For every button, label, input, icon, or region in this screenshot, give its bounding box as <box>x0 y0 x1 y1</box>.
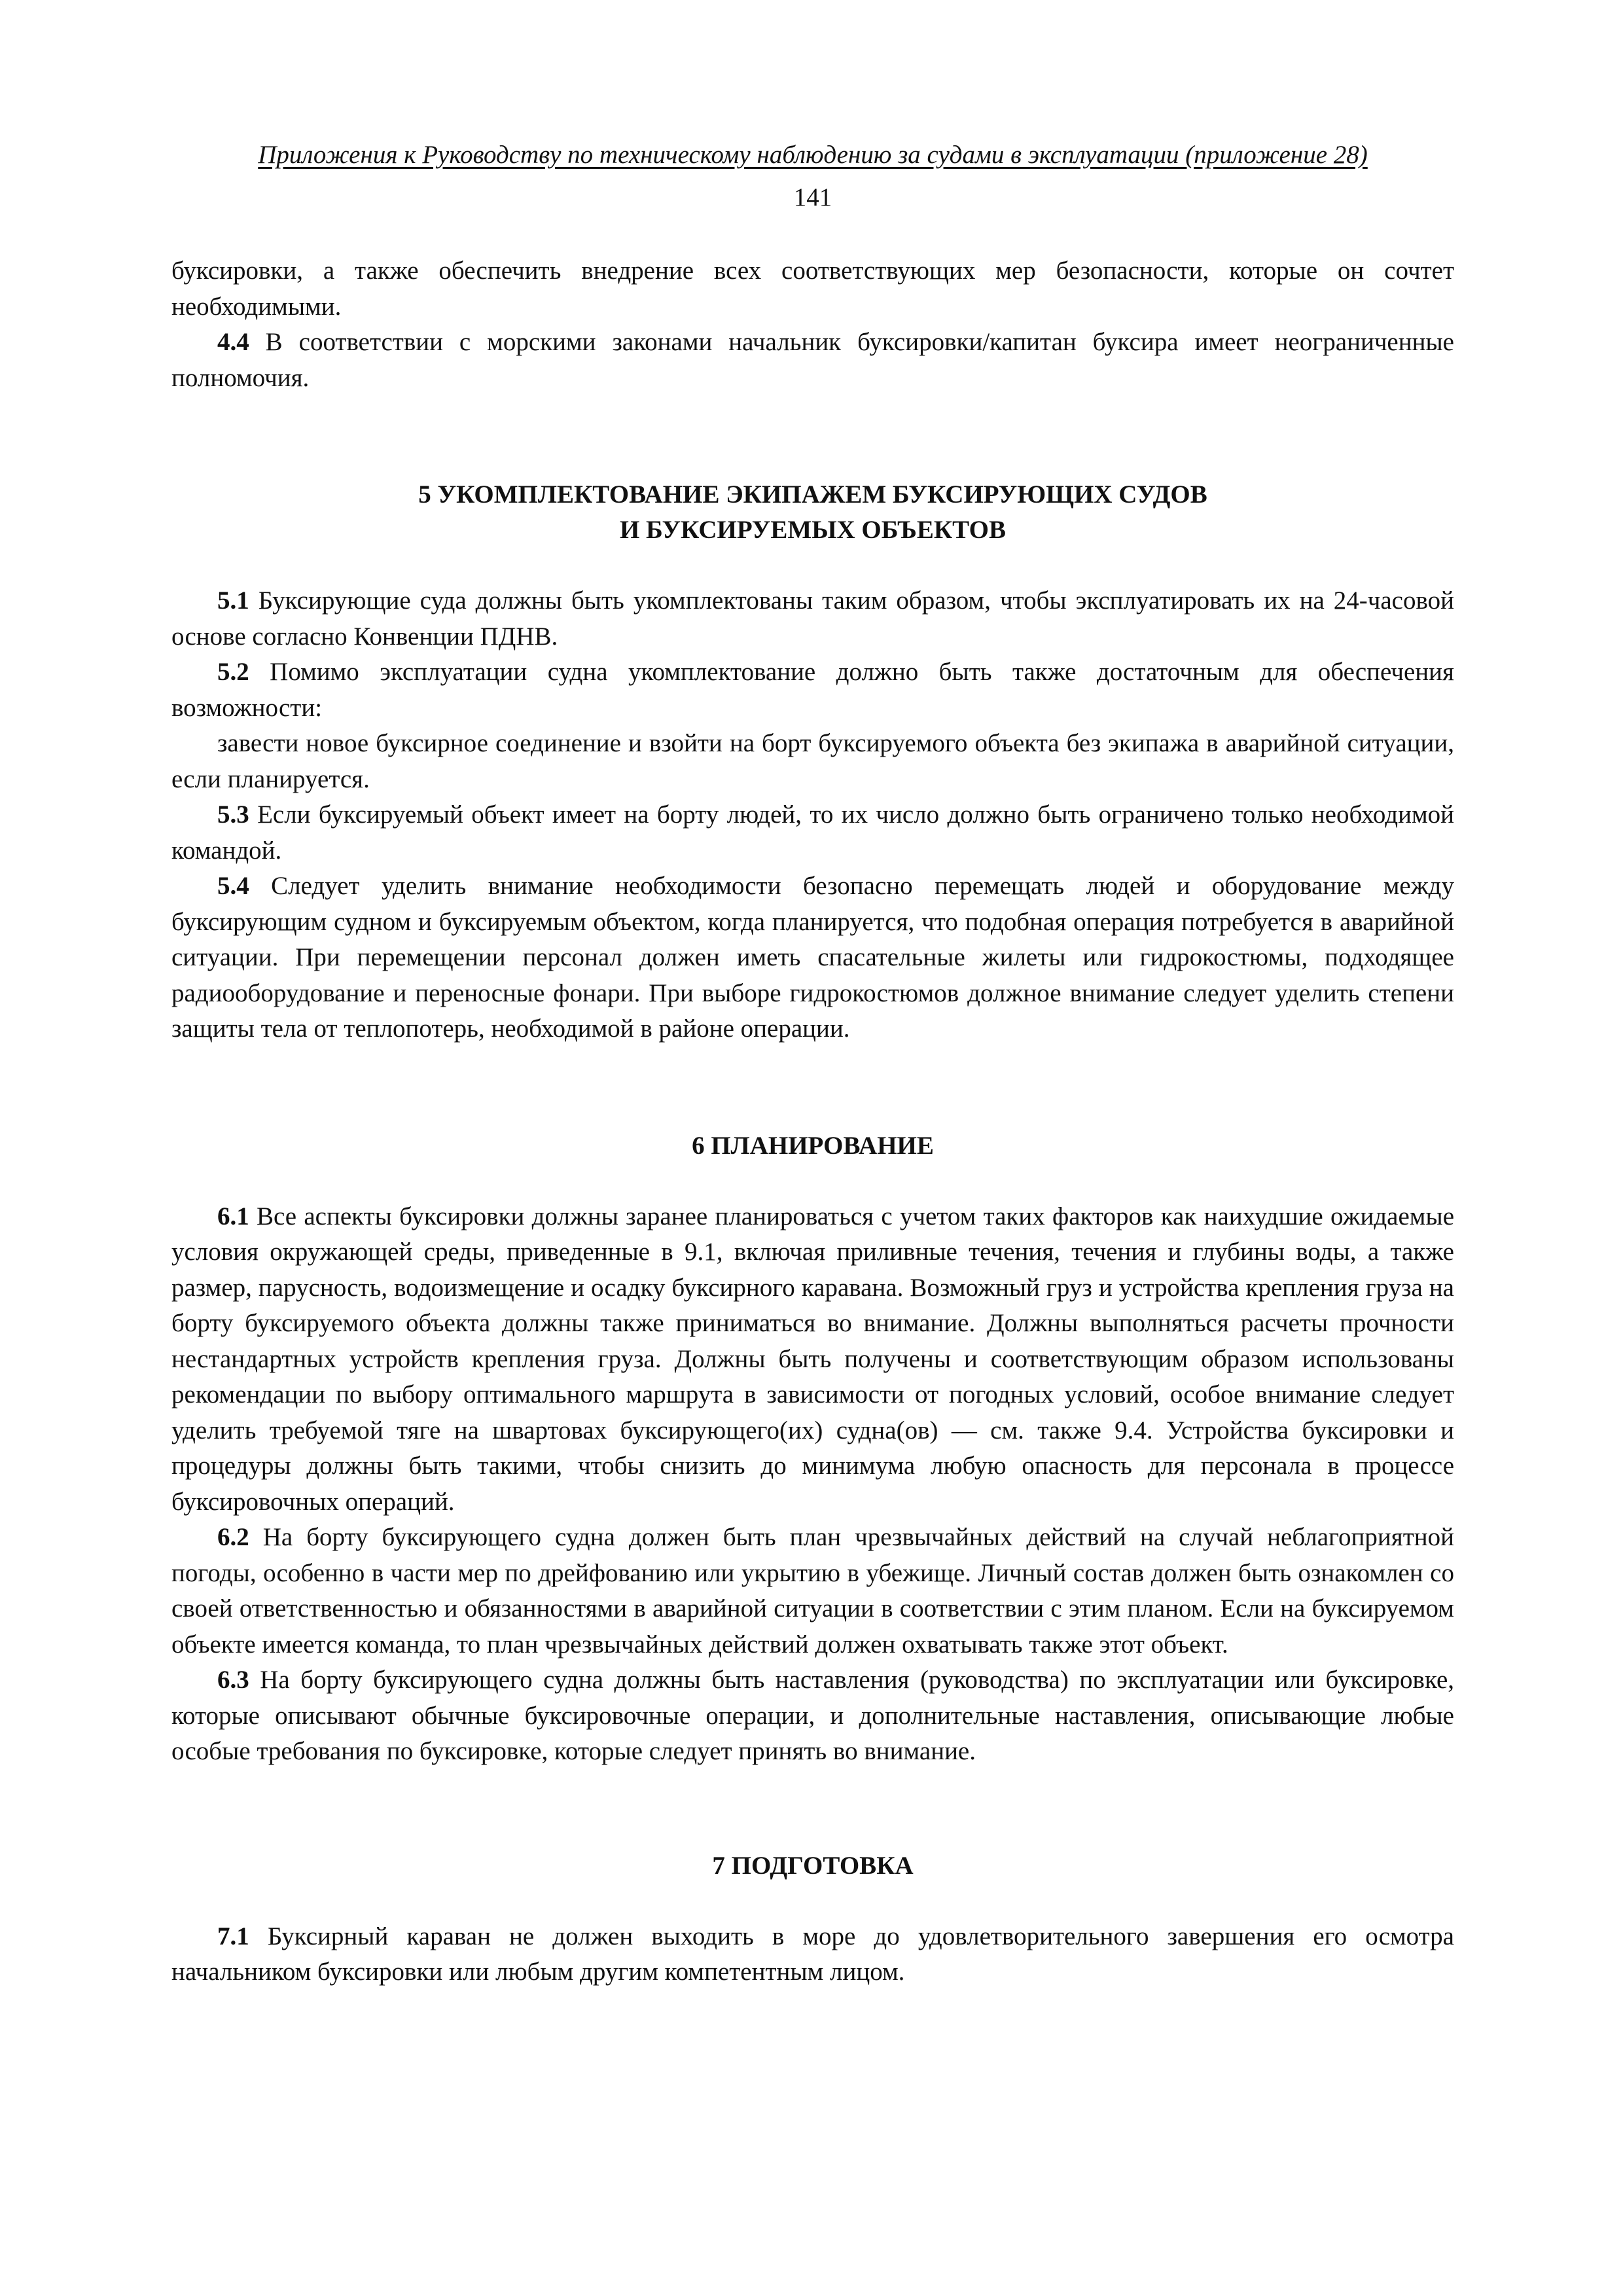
clause-number: 4.4 <box>217 328 249 356</box>
clause-number: 7.1 <box>217 1922 249 1950</box>
page-number: 141 <box>793 183 832 211</box>
paragraph-6-3 <box>171 1662 1454 1770</box>
section-5-heading <box>171 477 1454 548</box>
spacer <box>171 1047 1454 1128</box>
clause-text: Буксирный караван не должен выходить в море до удовлетворительного завершения его осмотра начальником буксировки или любым другим компетентным лицом. <box>171 1922 1454 1986</box>
clause-text: На борту буксирующего судна должен быть план чрезвычайных действий на случай неблагоприятной погоды, особенно в части мер по дрейфованию или укрытию в убежище. Личный состав должен быть ознакомлен со своей ответственностью и обязанностями в аварийной ситуации в соответствии с этим планом. Если на буксируемом объекте имеется команда, то план чрезвычайных действий должен охватывать также этот объект. <box>171 1523 1454 1659</box>
section-5-heading-line-1: 5 УКОМПЛЕКТОВАНИЕ ЭКИПАЖЕМ БУКСИРУЮЩИХ СУДОВ <box>418 480 1207 509</box>
spacer <box>171 1770 1454 1848</box>
clause-number: 5.4 <box>217 872 249 900</box>
clause-text: В соответствии с морскими законами начальник буксировки/капитан буксира имеет неограниченные полномочия. <box>171 328 1454 392</box>
clause-number: 6.2 <box>217 1523 249 1551</box>
paragraph-continuation: буксировки, а также обеспечить внедрение всех соответствующих мер безопасности, которые он сочтет необходимыми. <box>171 257 1454 321</box>
paragraph-6-1 <box>171 1199 1454 1520</box>
clause-text: Следует уделить внимание необходимости безопасно перемещать людей и оборудование между буксирующим судном и буксируемым объектом, когда планируется, что подобная операция потребуется в аварийной ситуации. При перемещении персонал должен иметь спасательные жилеты или гидрокостюмы, подходящее радиооборудование и переносные фонари. При выборе гидрокостюмов должное внимание следует уделить степени защиты тела от теплопотерь, необходимой в районе операции. <box>171 872 1454 1043</box>
clause-text: На борту буксирующего судна должны быть наставления (руководства) по эксплуатации или буксировке, которые описывают обычные буксировочные операции, и дополнительные наставления, описывающие любые особые требования по буксировке, которые следует принять во внимание. <box>171 1666 1454 1765</box>
paragraph-5-4 <box>171 869 1454 1047</box>
spacer <box>171 396 1454 477</box>
paragraph-5-3 <box>171 797 1454 869</box>
clause-number: 5.3 <box>217 800 249 829</box>
clause-text: Если буксируемый объект имеет на борту людей, то их число должно быть ограничено только необходимой командой. <box>171 800 1454 865</box>
section-6-heading: 6 ПЛАНИРОВАНИЕ <box>692 1131 934 1160</box>
paragraph-5-2-item: завести новое буксирное соединение и взойти на борт буксируемого объекта без экипажа в аварийной ситуации, если планируется. <box>171 729 1454 793</box>
clause-number: 5.2 <box>217 658 249 686</box>
clause-number: 6.3 <box>217 1666 249 1694</box>
paragraph-5-1 <box>171 583 1454 655</box>
paragraph-4-4 <box>171 325 1454 396</box>
section-5-heading-line-2: И БУКСИРУЕМЫХ ОБЪЕКТОВ <box>619 516 1007 544</box>
document-body <box>171 253 1454 1990</box>
clause-text: Все аспекты буксировки должны заранее планироваться с учетом таких факторов как наихудшие ожидаемые условия окружающей среды, приведенные в 9.1, включая приливные течения, течения и глубины воды, а также размер, парусность, водоизмещение и осадку буксирного каравана. Возможный груз и устройства крепления груза на борту буксируемого объекта должны также приниматься во внимание. Должны выполняться расчеты прочности нестандартных устройств крепления груза. Должны быть получены и соответствующим образом использованы рекомендации по выбору оптимального маршрута в зависимости от погодных условий, особое внимание следует уделить требуемой тяге на швартовах буксирующего(их) судна(ов) — см. также 9.4. Устройства буксировки и процедуры должны быть такими, чтобы снизить до минимума любую опасность для персонала в процессе буксировочных операций. <box>171 1202 1454 1516</box>
paragraph-6-2 <box>171 1520 1454 1662</box>
paragraph-5-2 <box>171 655 1454 726</box>
clause-number: 6.1 <box>217 1202 249 1230</box>
spacer <box>171 1164 1454 1199</box>
running-header: Приложения к Руководству по техническому наблюдению за судами в эксплуатации (приложение 28) <box>258 141 1368 169</box>
spacer <box>171 1884 1454 1919</box>
section-7-heading: 7 ПОДГОТОВКА <box>712 1851 914 1880</box>
spacer <box>171 548 1454 583</box>
clause-text: Буксирующие суда должны быть укомплектованы таким образом, чтобы эксплуатировать их на 24-часовой основе согласно Конвенции ПДНВ. <box>171 586 1454 651</box>
clause-text: Помимо эксплуатации судна укомплектование должно быть также достаточным для обеспечения возможности: <box>171 658 1454 722</box>
paragraph-7-1 <box>171 1919 1454 1990</box>
clause-number: 5.1 <box>217 586 249 615</box>
